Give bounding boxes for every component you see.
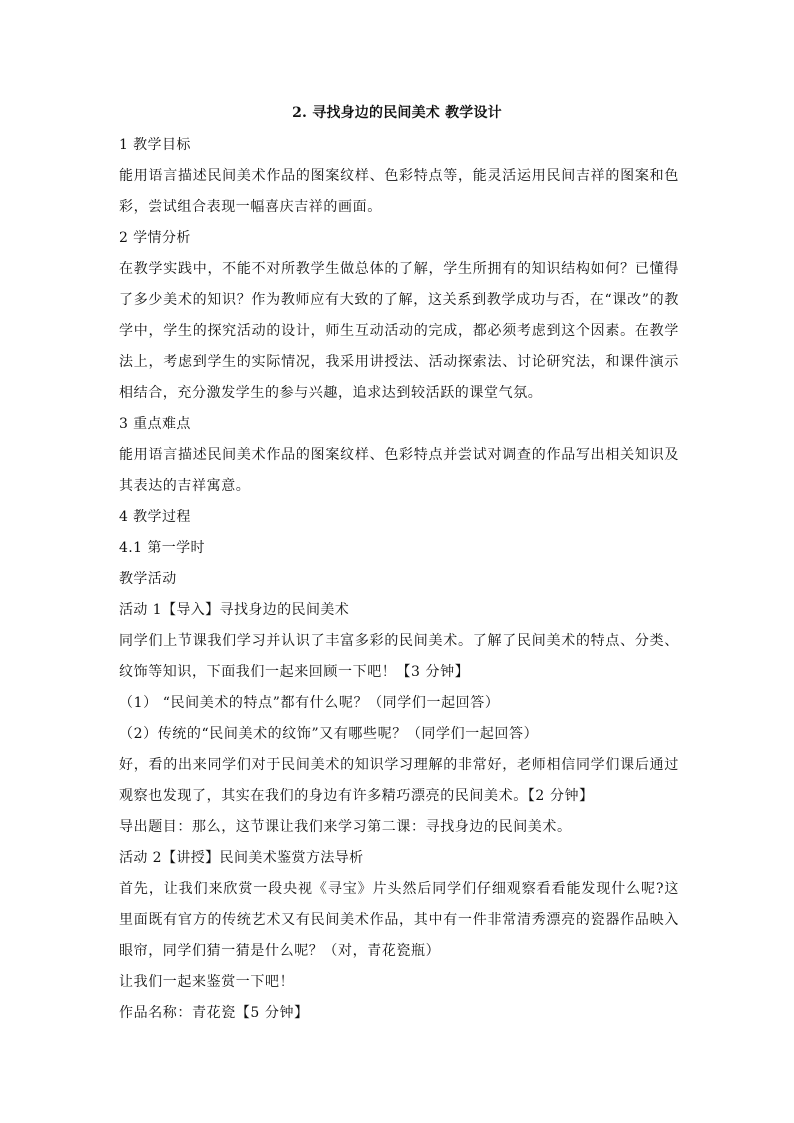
subsection-heading-activities: 教学活动 — [119, 571, 177, 587]
paragraph-activity-1-question-2: （2）传统的“民间美术的纹饰”又有哪些呢？（同学们一起回答） — [119, 726, 539, 742]
paragraph-activity-2-work-name: 作品名称：青花瓷【5 分钟】 — [119, 1005, 309, 1021]
paragraph-objectives: 能用语言描述民间美术作品的图案纹样、色彩特点等，能灵活运用民间吉祥的图案和色彩，尝试组合表现一幅喜庆吉祥的画面。 — [119, 168, 679, 215]
paragraph-activity-1-summary: 好，看的出来同学们对于民间美术的知识学习理解的非常好，老师相信同学们课后通过观察也发现了，其实在我们的身边有许多精巧漂亮的民间美术。【2 分钟】 — [119, 757, 679, 804]
section-heading-process: 4 教学过程 — [119, 509, 191, 525]
document-body — [119, 130, 679, 1029]
paragraph-student-analysis: 在教学实践中，不能不对所教学生做总体的了解，学生所拥有的知识结构如何？已懂得了多少美术的知识？作为教师应有大致的了解，这关系到教学成功与否，在“课改”的教学中，学生的探究活动的设计，师生互动活动的完成，都必须考虑到这个因素。在教学法上，考虑到学生的实际情况，我采用讲授法、活动探索法、讨论研究法，和课件演示相结合，充分激发学生的参与兴趣，追求达到较活跃的课堂气氛。 — [119, 261, 679, 401]
document-title: 2. 寻找身边的民间美术 教学设计 — [292, 105, 502, 121]
section-heading-student-analysis: 2 学情分析 — [119, 230, 191, 246]
paragraph-activity-1-question-1: （1） “民间美术的特点”都有什么呢？（同学们一起回答） — [119, 695, 500, 711]
subsection-heading-first-period: 4.1 第一学时 — [119, 540, 205, 556]
paragraph-key-points: 能用语言描述民间美术作品的图案纹样、色彩特点并尝试对调查的作品写出相关知识及其表达的吉祥寓意。 — [119, 447, 679, 494]
paragraph-activity-2-appreciate: 让我们一起来鉴赏一下吧！ — [119, 974, 295, 990]
paragraph-activity-1-intro: 同学们上节课我们学习并认识了丰富多彩的民间美术。了解了民间美术的特点、分类、纹饰等知识，下面我们一起来回顾一下吧！【3 分钟】 — [119, 633, 679, 680]
activity-heading-2: 活动 2【讲授】民间美术鉴赏方法导析 — [119, 850, 364, 866]
paragraph-activity-2-intro: 首先，让我们来欣赏一段央视《寻宝》片头然后同学们仔细观察看看能发现什么呢?这里面既有官方的传统艺术又有民间美术作品，其中有一件非常清秀漂亮的瓷器作品映入眼帘，同学们猜一猜是什么呢？（对，青花瓷瓶） — [119, 881, 679, 959]
paragraph-activity-1-topic: 导出题目：那么，这节课让我们来学习第二课：寻找身边的民间美术。 — [119, 819, 572, 835]
section-heading-key-points: 3 重点难点 — [119, 416, 191, 432]
activity-heading-1: 活动 1【导入】寻找身边的民间美术 — [119, 602, 350, 618]
section-heading-objectives: 1 教学目标 — [119, 137, 191, 153]
